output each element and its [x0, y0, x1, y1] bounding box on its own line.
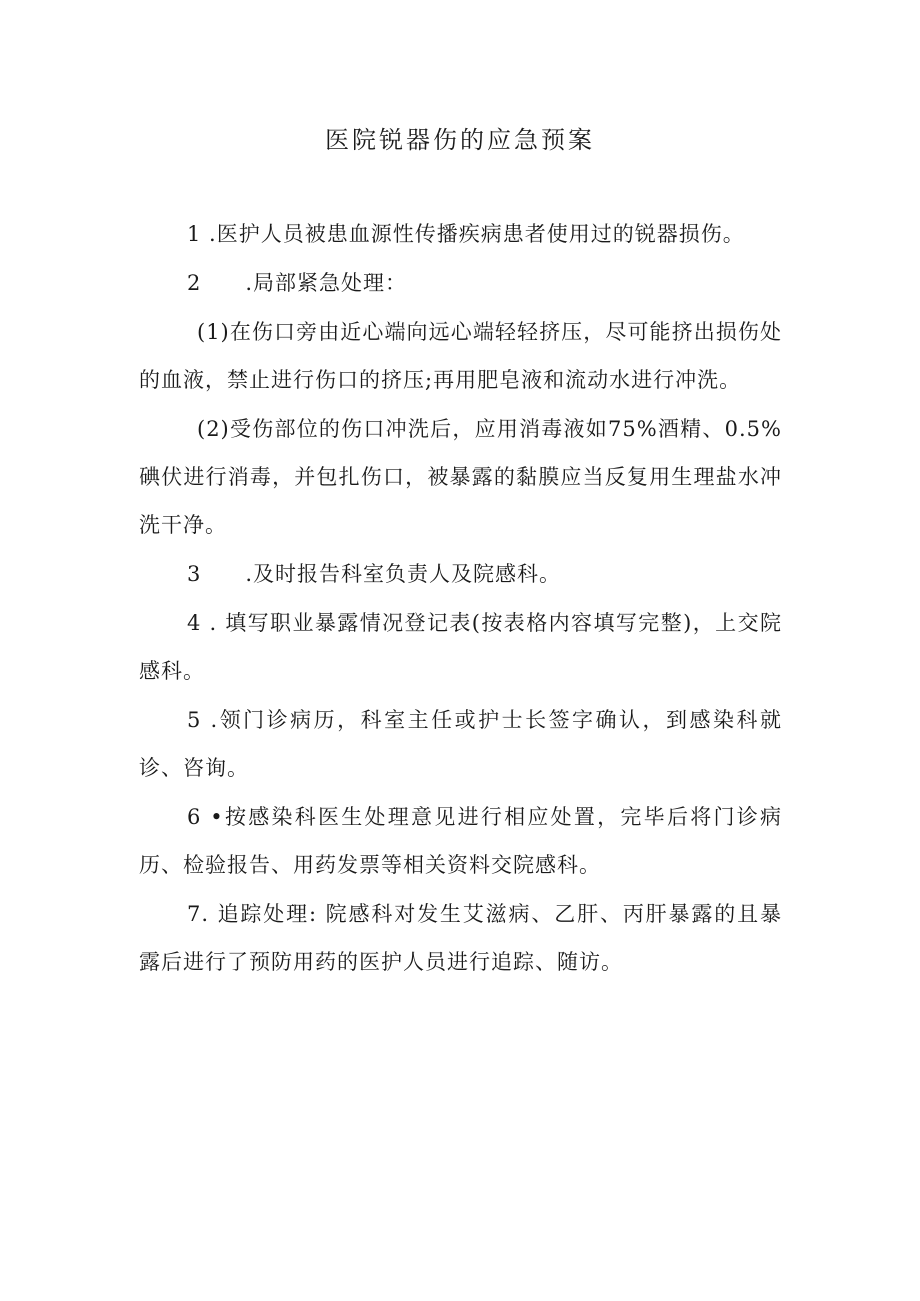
paragraph-2-2: (2)受伤部位的伤口冲洗后，应用消毒液如75%酒精、0.5%碘伏进行消毒，并包扎伤口，被暴露的黏膜应当反复用生理盐水冲洗干净。	[139, 417, 782, 537]
paragraph-1: 1 .医护人员被患血源性传播疾病患者使用过的锐器损伤。	[187, 222, 745, 246]
paragraph-4: 4 . 填写职业暴露情况登记表(按表格内容填写完整)，上交院感科。	[139, 611, 782, 683]
paragraph-7: 7. 追踪处理: 院感科对发生艾滋病、乙肝、丙肝暴露的且暴露后进行了预防用药的医护人员进行追踪、随访。	[139, 902, 782, 974]
paragraph-2-1: (1)在伤口旁由近心端向远心端轻轻挤压，尽可能挤出损伤处的血液，禁止进行伤口的挤压;再用肥皂液和流动水进行冲洗。	[139, 320, 782, 392]
paragraph-3: 3 .及时报告科室负责人及院感科。	[187, 562, 562, 586]
paragraph-5: 5 .领门诊病历，科室主任或护士长签字确认，到感染科就诊、咨询。	[139, 708, 782, 780]
paragraph-6: 6 •按感染科医生处理意见进行相应处置，完毕后将门诊病历、检验报告、用药发票等相关资料交院感科。	[139, 805, 782, 877]
document-title: 医院锐器伤的应急预案	[325, 126, 595, 154]
document-body	[139, 210, 782, 987]
paragraph-2: 2 .局部紧急处理：	[187, 271, 408, 295]
